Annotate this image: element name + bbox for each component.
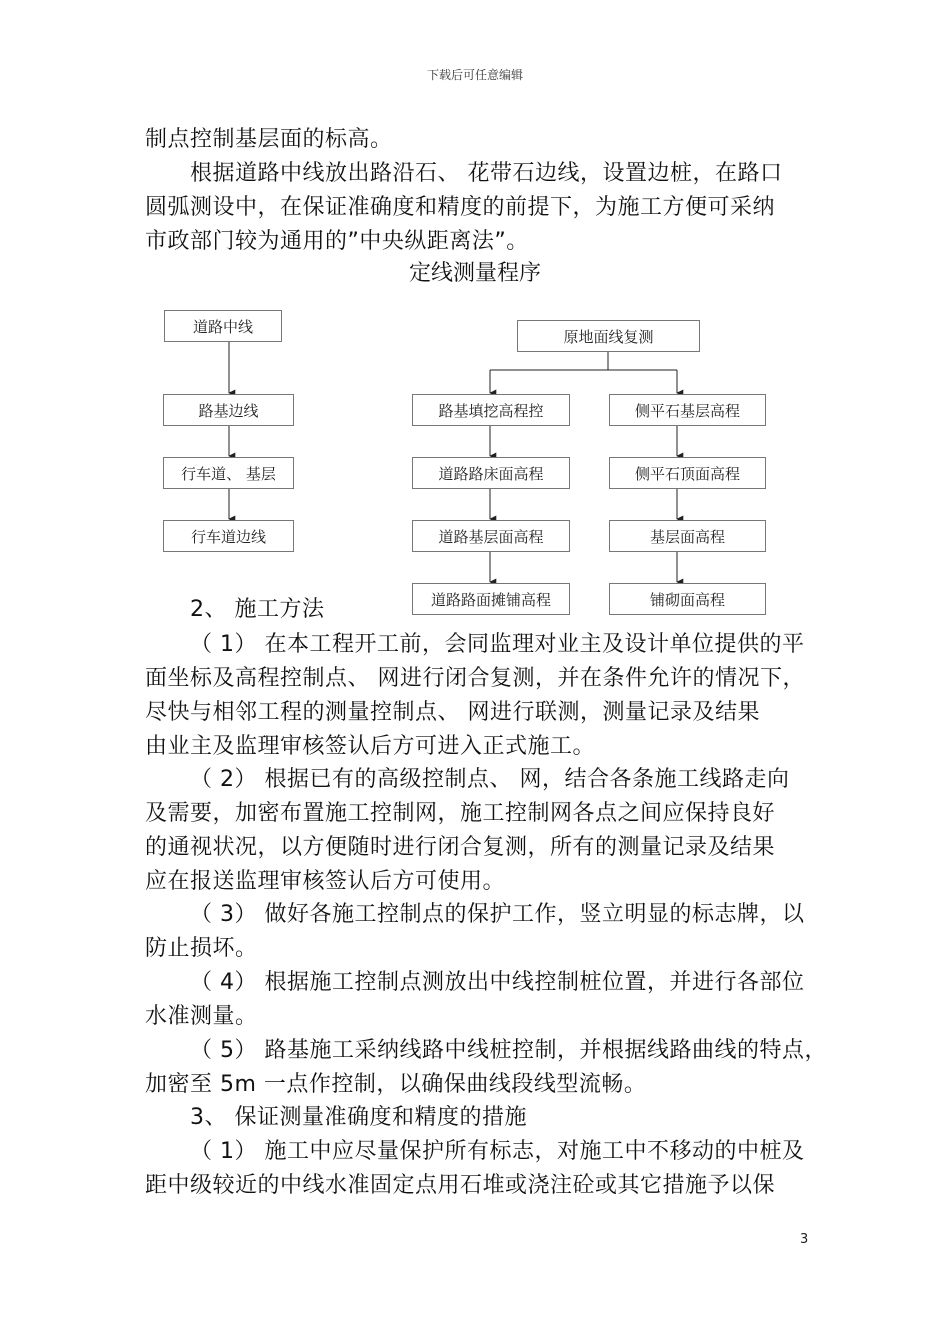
- s2-p1-line-2: 面坐标及高程控制点、 网进行闭合复测，并在条件允许的情况下，: [145, 666, 805, 691]
- s2-p3-line-2: 防止损坏。: [145, 936, 258, 961]
- flow-box-curb-base-elevation: 侧平石基层高程: [609, 394, 766, 426]
- flow-box-road-centerline: 道路中线: [164, 310, 282, 342]
- s2-p1-line-1: （ 1） 在本工程开工前，会同监理对业主及设计单位提供的平: [190, 632, 805, 657]
- flow-box-fill-cut-elevation: 路基填挖高程控: [412, 394, 570, 426]
- flow-box-roadbed-elevation: 道路路床面高程: [412, 457, 570, 489]
- s2-p2-line-4: 应在报送监理审核签认后方可使用。: [145, 869, 506, 894]
- flow-box-base-surface-elevation: 基层面高程: [609, 520, 766, 552]
- flow-box-ground-recheck: 原地面线复测: [517, 320, 700, 352]
- flow-box-paved-surface-elevation: 铺砌面高程: [609, 583, 766, 615]
- flowchart-title: 定线测量程序: [408, 261, 541, 286]
- page-header: 下载后可任意编辑: [426, 68, 523, 82]
- flow-box-lane-edge: 行车道边线: [163, 520, 294, 552]
- intro-line-3: 圆弧测设中，在保证准确度和精度的前提下，为施工方便可采纳: [145, 195, 776, 220]
- intro-line-2: 根据道路中线放出路沿石、 花带石边线，设置边桩，在路口: [190, 161, 783, 186]
- intro-line-4: 市政部门较为通用的”中央纵距离法”。: [145, 229, 529, 254]
- flow-box-subgrade-edge: 路基边线: [163, 394, 294, 426]
- section2-heading: 2、 施工方法: [190, 597, 325, 622]
- flow-box-base-elevation: 道路基层面高程: [412, 520, 570, 552]
- s2-p1-line-4: 由业主及监理审核签认后方可进入正式施工。: [145, 734, 596, 759]
- flow-box-paving-elevation: 道路路面摊铺高程: [412, 583, 570, 615]
- s3-p1-line-2: 距中级较近的中线水准固定点用石堆或浇注砼或其它措施予以保: [145, 1173, 776, 1198]
- intro-line-1: 制点控制基层面的标高。: [145, 127, 393, 152]
- page-number: 3: [800, 1232, 809, 1247]
- s2-p4-line-1: （ 4） 根据施工控制点测放出中线控制桩位置，并进行各部位: [190, 970, 805, 995]
- s3-p1-line-1: （ 1） 施工中应尽量保护所有标志，对施工中不移动的中桩及: [190, 1139, 805, 1164]
- s2-p5-line-1: （ 5） 路基施工采纳线路中线桩控制，并根据线路曲线的特点，: [190, 1038, 827, 1063]
- s2-p2-line-1: （ 2） 根据已有的高级控制点、 网，结合各条施工线路走向: [190, 767, 790, 792]
- s2-p1-line-3: 尽快与相邻工程的测量控制点、 网进行联测，测量记录及结果: [145, 700, 760, 725]
- flow-box-curb-top-elevation: 侧平石顶面高程: [609, 457, 766, 489]
- s2-p5-line-2: 加密至 5m 一点作控制，以确保曲线段线型流畅。: [145, 1072, 647, 1097]
- flow-box-lane-base: 行车道、 基层: [163, 457, 294, 489]
- s2-p4-line-2: 水准测量。: [145, 1004, 258, 1029]
- s2-p2-line-2: 及需要，加密布置施工控制网，施工控制网各点之间应保持良好: [145, 801, 776, 826]
- section3-heading: 3、 保证测量准确度和精度的措施: [190, 1105, 527, 1130]
- s2-p3-line-1: （ 3） 做好各施工控制点的保护工作，竖立明显的标志牌，以: [190, 902, 805, 927]
- s2-p2-line-3: 的通视状况，以方便随时进行闭合复测，所有的测量记录及结果: [145, 835, 776, 860]
